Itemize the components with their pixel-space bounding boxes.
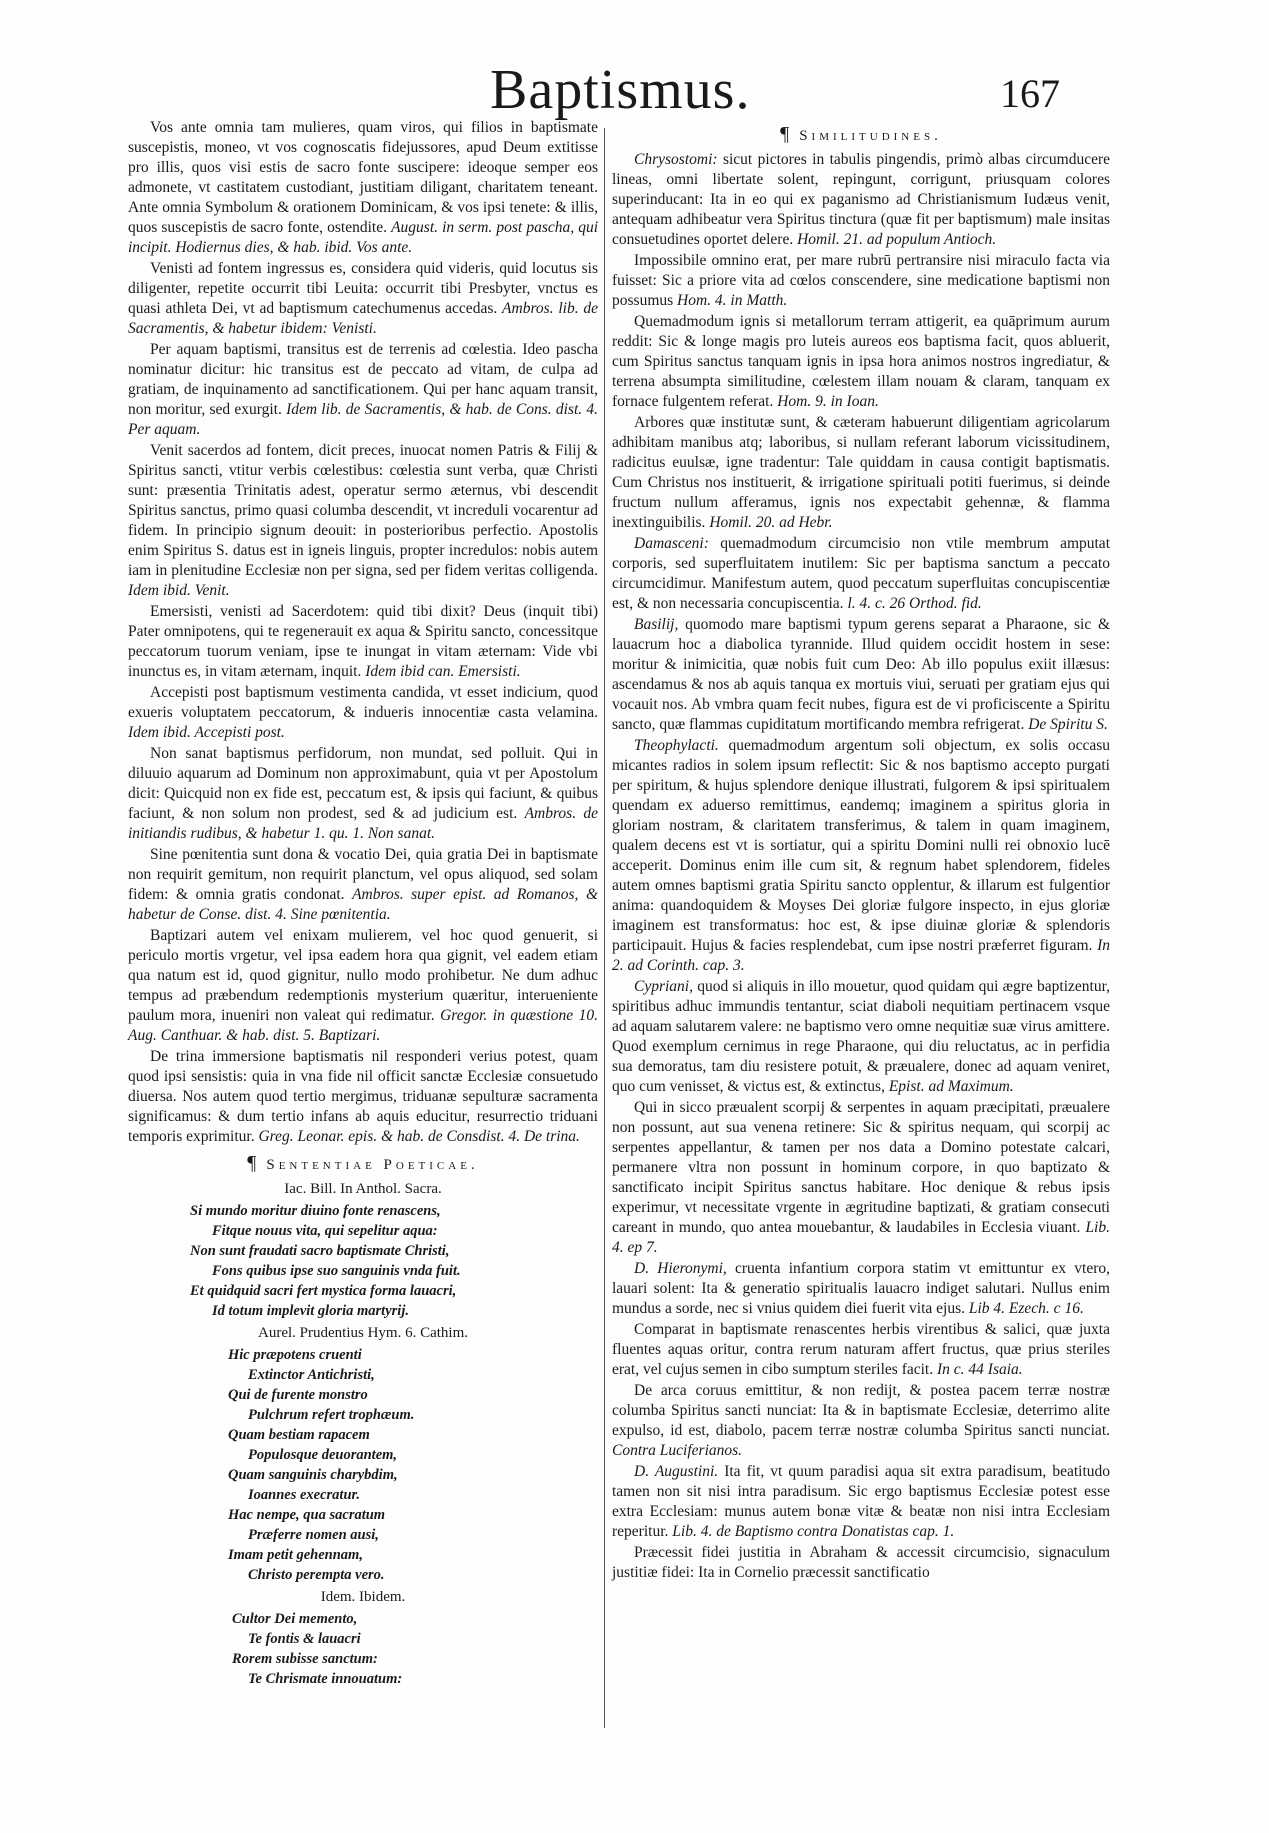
verse-line: Christo perempta vero.: [248, 1567, 385, 1583]
paragraph: [612, 251, 1110, 311]
citation: Ambros. super epist. ad Romanos, & habetur de Conse. dist. 4. Sine pœnitentia.: [128, 886, 599, 923]
paragraph: [128, 340, 598, 440]
verse-line: Te Chrismate innouatum:: [248, 1671, 403, 1687]
citation: Idem lib. de Sacramentis, & hab. de Cons. dist. 4. Per aquam.: [128, 401, 598, 438]
paragraph: [128, 118, 598, 258]
paragraph-lead: Theophylacti.: [634, 737, 719, 754]
paragraph-text: Quemadmodum ignis si metallorum terram attigerit, ea quāprimum aurum reddit: Sic & longe magis pro luteis aureos eos baptisma facit, quos abluerit, cum Spiritus sanctus tanquam ignis in ipsa hora animos nostros ingrediatur, & terrena absumpta similitudine, cœlestem illam nouam & claram, tanquam ex fornace fulgentem referat.: [612, 313, 1110, 410]
paragraph-lead: Damasceni:: [634, 535, 709, 552]
paragraph-text: Emersisti, venisti ad Sacerdotem: quid tibi dixit? Deus (inquit tibi) Pater omnipotens, qui te regenerauit ex aqua & Spiritu sancto, concessitque peccatorum tuorum veniam, ipse te inungat in vitam æternam: Vide vbi inunctus es, in vitam æternam, inquit.: [128, 603, 598, 680]
paragraph: [128, 602, 598, 682]
verse-line: Rorem subisse sanctum:: [232, 1651, 378, 1667]
citation: Hom. 9. in Ioan.: [777, 393, 879, 410]
paragraph: [612, 1462, 1110, 1542]
verse-line: Quam bestiam rapacem: [228, 1427, 370, 1443]
verse-line: Populosque deuorantem,: [248, 1447, 398, 1463]
paragraph-text: Venit sacerdos ad fontem, dicit preces, inuocat nomen Patris & Filij & Spiritus sancti, vtitur verbis cœlestibus: cœlestia sunt verba, quæ Christi sunt: præsentia Trinitatis adest, operatur sermo æternus, vbi descendit Spiritus sanctus, primo quasi columba descendit, vt increduli vocarentur ad fidem. In principio signum deouit: in posterioribus perfectio. Apostolis enim Spiritus S. datus est in igneis linguis, propter incredulos: nobis autem iam in plenitudine Ecclesiæ non per signa, sed per fidem veritas colligenda.: [128, 442, 598, 579]
paragraph-text: quemadmodum circumcisio non vtile membrum amputat corporis, sed superfluitatem inutilem: Sic per baptisma sanctum a peccato circumcidimur. Manifestum autem, quod peccatum superfluitas concupiscentiæ est, & non necessaria concupiscentia.: [612, 535, 1110, 612]
verse-line: Pulchrum refert trophæum.: [248, 1407, 415, 1423]
verse-line: Qui de furente monstro: [228, 1387, 368, 1403]
citation: Lib. 4. de Baptismo contra Donatistas cap. 1.: [672, 1523, 955, 1540]
paragraph-text: Impossibile omnino erat, per mare rubrū pertransire nisi miraculo facta via fuisset: Sic a priore vita ad cœlos conscendere, sine medicatione baptismi non possumus: [612, 252, 1110, 309]
right-column: [612, 118, 1110, 1584]
verse-line: Quam sanguinis charybdim,: [228, 1467, 398, 1483]
paragraph-text: quomodo mare baptismi typum gerens separat a Pharaone, sic & lauacrum hoc a diabolica tyrannide. Illud quidem occidit hostem in sese: moritur & inimicitia, quæ nobis fuit cum Deo: Ab illo populus exiit illæsus: ascendamus & nos ab aquis tanqua ex mortuis viui, seruati per gratiam ejus qui vocauit nos. Ab vmbra quam fecit nubes, figura est de vi proficiscente a Spiritu sancto, quæ flammas cupiditatum mortificando membra refrigerat.: [612, 616, 1111, 733]
citation: Idem ibid. Accepisti post.: [128, 724, 285, 741]
citation: Idem ibid. Venit.: [128, 582, 230, 599]
paragraph: [128, 744, 598, 844]
citation: In 2. ad Corinth. cap. 3.: [612, 937, 1111, 974]
paragraph-lead: D. Augustini.: [634, 1463, 719, 1480]
poetic-section-heading: ¶ Sententiae Poeticae.: [247, 1152, 479, 1174]
paragraph-text: Per aquam baptismi, transitus est de terrenis ad cœlestia. Ideo pascha nominatur dicitur: hic transitus est de peccato ad vitam, de culpa ad gratiam, de inquinamento ad sanctificationem. Qui per hanc aquam transit, non moritur, sed exurgit.: [128, 341, 598, 418]
verse-block-2: [128, 1345, 598, 1585]
paragraph: [612, 1543, 1110, 1583]
verse-line: Imam petit gehennam,: [228, 1547, 363, 1563]
paragraph-text: De arca coruus emittitur, & non redijt, & postea pacem terræ nostræ columba Spiritus sancti nunciat: Ita & in baptismate Ecclesiæ, deterrimo alite expulso, id est, diabolo, pacem terræ nostræ columba Spiritus sancti nunciat.: [612, 1382, 1110, 1439]
verse-line: Extinctor Antichristi,: [248, 1367, 375, 1383]
verse-line: Si mundo moritur diuino fonte renascens,: [190, 1203, 441, 1219]
citation: Ambros. lib. de Sacramentis, & habetur ibidem: Venisti.: [128, 300, 599, 337]
verse-line: Ioannes execratur.: [248, 1487, 360, 1503]
paragraph: [612, 615, 1110, 735]
paragraph: [612, 150, 1110, 250]
paragraph-text: Qui in sicco præualent scorpij & serpentes in aquam præcipitati, præualere non possunt, aut sua venena retinere: Sic & spiritus nequam, qui scorpij ac serpentes appellantur, & tamen per nos data a Domino potestate calcari, permanere vltra non possunt in hominum corpore, in quo baptizato & sanctificato incipit Spiritus sanctus habitare. Hoc denique & rebus ipsis experimur, vt necessitate vrgente in ægritudine baptizati, & gratiam consecuti careant in mundo, quo antea mouebantur, & laudabiles in Ecclesia viuant.: [612, 1099, 1110, 1236]
verse-line: Hac nempe, qua sacratum: [228, 1507, 386, 1523]
paragraph: [612, 736, 1110, 976]
pilcrow-icon: ¶: [780, 123, 790, 145]
paragraph: [128, 683, 598, 743]
similitudines-heading: ¶ Similitudines.: [780, 123, 942, 145]
paragraph: [128, 259, 598, 339]
citation: Gregor. in quæstione 10. Aug. Canthuar. & hab. dist. 5. Baptizari.: [128, 1007, 599, 1044]
paragraph: [612, 977, 1110, 1097]
citation: Epist. ad Maximum.: [888, 1078, 1014, 1095]
pilcrow-icon: ¶: [247, 1152, 257, 1174]
verse-line: Fitque nouus vita, qui sepelitur aqua:: [212, 1223, 438, 1239]
paragraph-text: Præcessit fidei justitia in Abraham & accessit circumcisio, signaculum justitiæ fidei: Ita in Cornelio præcessit sanctificatio: [612, 1544, 1110, 1581]
verse-block-3: [128, 1609, 598, 1689]
paragraph: [128, 926, 598, 1046]
paragraph-text: sicut pictores in tabulis pingendis, primò albas circumducere lineas, omni libertate solent, repingunt, corrigunt, priusquam colores superinducant: Ita in eo qui ex paganismo ad Christianismum Iudæus venit, antequam adhibeatur vera Spiritus tinctura (quæ fit per baptismum) male insitas consuetudines oportet delere.: [612, 151, 1110, 248]
citation: Lib. 4. ep 7.: [612, 1219, 1110, 1256]
paragraph: [612, 1259, 1110, 1319]
poem-source-3: Idem. Ibidem.: [320, 1589, 406, 1605]
paragraph-lead: Chrysostomi:: [634, 151, 718, 168]
paragraph: [612, 312, 1110, 412]
paragraph-text: Comparat in baptismate renascentes herbis virentibus & salici, quæ juxta fluentes aquas oritur, contra rerum naturam affert fructus, quæ prius steriles erat, vel cujus semen in cibo sumptum steriles facit.: [612, 1321, 1110, 1378]
paragraph-text: Venisti ad fontem ingressus es, considera quid videris, quid locutus sis diligenter, repetite occurrit tibi Leuita: occurrit tibi Presbyter, vnctus es quasi athleta Dei, vt ad baptismum catechumenus accedas.: [128, 260, 598, 317]
citation: Hom. 4. in Matth.: [677, 292, 788, 309]
paragraph-text: Accepisti post baptismum vestimenta candida, vt esset indicium, quod exueris voluptatem peccatorum, & indueris innocentiæ casta velamina.: [128, 684, 598, 721]
verse-line: Cultor Dei memento,: [232, 1611, 358, 1627]
paragraph-lead: D. Hieronymi,: [634, 1260, 727, 1277]
poem-source-1: Iac. Bill. In Anthol. Sacra.: [284, 1181, 442, 1197]
citation: Idem ibid can. Emersisti.: [365, 663, 521, 680]
page-number: 167: [1000, 71, 1060, 116]
paragraph-text: cruenta infantium corpora statim vt emittuntur ex vtero, lauari solent: Ita & generatio spiritualis lauacro indiget salutari. Nullus enim mundus a sorde, nec si vnius quidem diei fuerit vita ejus.: [612, 1260, 1111, 1317]
paragraph-text: De trina immersione baptismatis nil responderi verius potest, quam quod ipsi sensistis: quia in vna fide nil officit sanctæ Ecclesiæ consuetudo diuersa. Nos autem quod tertio mergimus, triduanæ sepulturæ sacramenta significamus: & dum tertio infans ab aquis educitur, resurrectio triduani temporis exprimitur.: [128, 1048, 598, 1145]
verse-line: Præferre nomen ausi,: [248, 1527, 379, 1543]
paragraph: [128, 1047, 598, 1147]
verse-line: Non sunt fraudati sacro baptismate Christi,: [190, 1243, 450, 1259]
paragraph-lead: Cypriani,: [634, 978, 693, 995]
paragraph: [612, 1320, 1110, 1380]
citation: Homil. 21. ad populum Antioch.: [797, 231, 997, 248]
paragraph-text: Sine pœnitentia sunt dona & vocatio Dei, quia gratia Dei in baptismate non requirit gemitum, non requirit planctum, vel opus aliquod, sed solam fidem: & omnia gratis condonat.: [128, 846, 598, 903]
citation: August. in serm. post pascha, qui incipit. Hodiernus dies, & hab. ibid. Vos ante.: [128, 219, 599, 256]
paragraph-lead: Basilij,: [634, 616, 679, 633]
verse-line: Hic præpotens cruenti: [228, 1347, 362, 1363]
right-paragraphs: [612, 150, 1110, 1583]
verse-line: Fons quibus ipse suo sanguinis vnda fuit.: [212, 1263, 461, 1279]
left-column: [128, 118, 598, 1689]
paragraph: [128, 441, 598, 601]
poem-source-2: Aurel. Prudentius Hym. 6. Cathim.: [258, 1325, 468, 1341]
paragraph-text: Ita fit, vt quum paradisi aqua sit extra paradisum, beatitudo tamen non sit nisi intra paradisum. Sic ergo baptismus Ecclesiæ potest esse extra Ecclesiam: munus autem bonæ vitæ & beatæ non nisi intra Ecclesiam reperitur.: [612, 1463, 1110, 1540]
paragraph-text: Baptizari autem vel enixam mulierem, vel hoc quod genuerit, si periculo mortis vrgetur, vel ipsa eadem hora qua gignit, vel eadem etiam qua natum est id, quod gignitur, nullo modo prohibetur. Ne dum adhuc tempus ad præbendum redemptionis mysterium quæritur, interueniente paulum mora, inueniri non valeat qui redimatur.: [128, 927, 598, 1024]
citation: Ambros. de initiandis rudibus, & habetur 1. qu. 1. Non sanat.: [128, 805, 599, 842]
verse-line: Et quidquid sacri fert mystica forma lauacri,: [190, 1283, 457, 1299]
paragraph-text: Arbores quæ institutæ sunt, & cæteram habuerunt diligentiam agricolarum adhibitam manibus atq; laboribus, si nullam referant laborum vicissitudinem, radicitus euulsæ, igne tradentur: Tale quiddam in causa contigit baptismatis. Cum Christus nos instituerit, & irrigatione spirituali potiti fuerimus, si deinde fructum nullum afferamus, ignis nos expectabit gehennæ, & flamma inextinguibilis.: [612, 414, 1110, 531]
citation: In c. 44 Isaia.: [937, 1361, 1023, 1378]
citation: l. 4. c. 26 Orthod. fid.: [847, 595, 982, 612]
paragraph-text: quod si aliquis in illo mouetur, quod quidam qui ægre baptizentur, spiritibus adhuc immundis tentantur, sciat diaboli nequitiam pertinacem vsque ad aquam salutarem valere: ne baptismo vero omne nequitiæ suæ virus amittere. Quod exemplum cernimus in rege Pharaone, qui diu reluctatus, ac in perfidia sua demoratus, tam diu resistere potuit, & præualere, donec ad aquam veniret, quo cum venisset, & victus est, & extinctus,: [612, 978, 1110, 1095]
verse-line: Id totum implevit gloria martyrij.: [212, 1303, 409, 1319]
column-divider: [604, 128, 605, 1728]
paragraph: [612, 1381, 1110, 1461]
paragraph-text: Vos ante omnia tam mulieres, quam viros, qui filios in baptismate suscepistis, moneo, vt vos cognoscatis fidejussores, apud Deum extitisse pro illis, quos visi estis de sacro fonte suscipere: ideoque semper eos admonete, vt castitatem custodiant, justitiam diligant, charitatem teneant. Ante omnia Symbolum & orationem Dominicam, & vos ipsi tenete: & illis, quos suscepistis de sacro fonte, ostendite.: [128, 119, 598, 236]
citation: De Spiritu S.: [1028, 716, 1108, 733]
verse-block-1: [128, 1201, 598, 1321]
paragraph-text: Non sanat baptismus perfidorum, non mundat, sed polluit. Qui in diluuio aquarum ad Dominum non approximabunt, quia vt per Apostolum dicit: Quicquid non ex fide est, peccatum est, & ipsis qui faciunt, & quibus faciunt, & non solum non prodest, sed & ad judicium est.: [128, 745, 598, 822]
paragraph: [612, 534, 1110, 614]
paragraph: [612, 1098, 1110, 1258]
citation: Greg. Leonar. epis. & hab. de Consdist. 4. De trina.: [258, 1128, 580, 1145]
citation: Contra Luciferianos.: [612, 1442, 743, 1459]
paragraph-text: quemadmodum argentum soli objectum, ex solis occasu micantes radios in solem ipsum reflectit: Sic & nos baptismo accepto purgati per spiritum, & hujus splendore denique illustrati, fulgorem & ipsi spiritualem quendam ex aduerso remittimus, eandemq; imaginem a spiritus gloria in gloriam nostram, & claritatem transferimus, & talem in quam imaginem, qualem decens est vt is sortiatur, qui a spiritu Domini nulli rei obnoxio lucē acceperit. Dominus enim ille cum sit, & regnum habet splendorem, fideles autem omnes baptismi gratia Spiritu sancto opplentur, & illarum est fulgentior anima: quandoquidem & Moyses Dei gloriæ fulgore inspecto, in ejus gloriæ imaginem est transformatus: hoc est, & ipse diuinæ gloriæ & splendoris participauit. Hujus & facies resplendebat, cum ipse nostri præferret figuram.: [612, 737, 1111, 954]
paragraph: [612, 413, 1110, 533]
verse-line: Te fontis & lauacri: [248, 1631, 361, 1647]
left-paragraphs: [128, 118, 598, 1147]
citation: Lib 4. Ezech. c 16.: [968, 1300, 1084, 1317]
paragraph: [128, 845, 598, 925]
citation: Homil. 20. ad Hebr.: [709, 514, 833, 531]
page-title: Baptismus.: [490, 59, 751, 121]
